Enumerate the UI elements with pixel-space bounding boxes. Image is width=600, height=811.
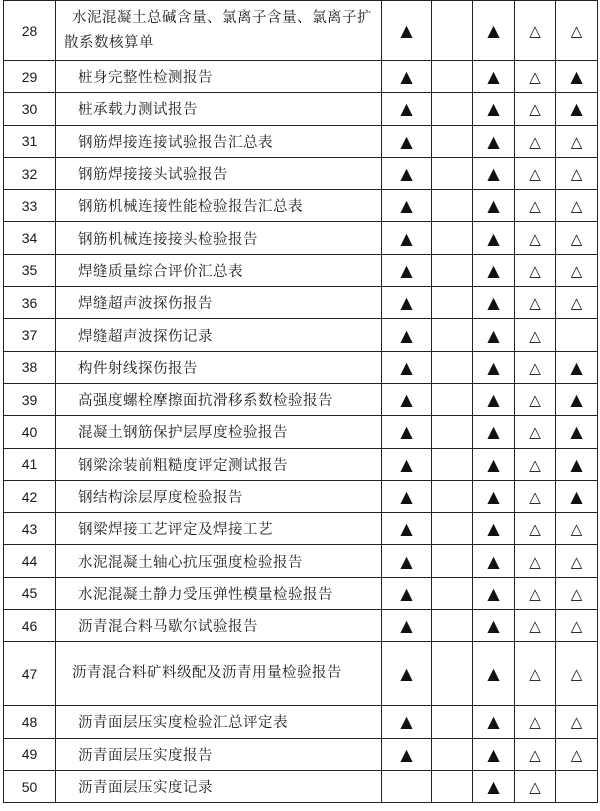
mark-cell-col2 [432, 319, 473, 351]
filled-triangle-icon: ▲ [400, 325, 413, 345]
document-name [56, 157, 382, 189]
open-triangle-icon: △ [570, 665, 583, 684]
mark-cell-col3 [473, 319, 515, 351]
table-row [4, 287, 598, 319]
document-name [56, 577, 382, 609]
table-row [4, 706, 598, 738]
filled-triangle-icon: ▲ [487, 422, 500, 442]
mark-cell-col3 [473, 222, 515, 254]
open-triangle-icon: △ [570, 713, 583, 732]
document-name [56, 351, 382, 383]
open-triangle-icon: △ [570, 552, 583, 571]
table-row [4, 513, 598, 545]
mark-cell-col4 [515, 706, 556, 738]
mark-cell-col5 [556, 706, 598, 738]
document-name [56, 706, 382, 738]
document-name-text: 焊缝质量综合评价汇总表 [78, 263, 243, 280]
mark-cell-col3 [473, 706, 515, 738]
filled-triangle-icon: ▲ [400, 551, 413, 571]
mark-cell-col3 [473, 642, 515, 706]
table-row [4, 416, 598, 448]
mark-cell-col5 [556, 642, 598, 706]
document-name-text: 桩承载力测试报告 [78, 102, 198, 119]
filled-triangle-icon: ▲ [570, 390, 583, 410]
mark-cell-col4 [515, 642, 556, 706]
filled-triangle-icon: ▲ [400, 357, 413, 377]
document-name [56, 125, 382, 157]
mark-cell-col5 [556, 287, 598, 319]
open-triangle-icon: △ [529, 100, 541, 119]
mark-cell-col4 [515, 513, 556, 545]
document-name-text: 沥青面层压实度记录 [78, 780, 213, 797]
mark-cell-col1 [382, 351, 432, 383]
mark-cell-col2 [432, 61, 473, 93]
document-name [56, 545, 382, 577]
filled-triangle-icon: ▲ [487, 325, 500, 345]
document-name [56, 190, 382, 222]
mark-cell-col3 [473, 770, 515, 802]
table-row [4, 1, 598, 61]
open-triangle-icon: △ [570, 617, 583, 636]
mark-cell-col4 [515, 1, 556, 61]
mark-cell-col1 [382, 577, 432, 609]
filled-triangle-icon: ▲ [400, 131, 413, 151]
document-name [56, 610, 382, 642]
mark-cell-col3 [473, 513, 515, 545]
filled-triangle-icon: ▲ [400, 21, 413, 40]
mark-cell-col4 [515, 254, 556, 286]
open-triangle-icon: △ [529, 197, 541, 216]
mark-cell-col1 [382, 642, 432, 706]
filled-triangle-icon: ▲ [487, 196, 500, 216]
open-triangle-icon: △ [570, 520, 583, 539]
mark-cell-col4 [515, 416, 556, 448]
table-row [4, 480, 598, 512]
mark-cell-col2 [432, 448, 473, 480]
row-number: 46 [4, 610, 56, 642]
document-name [56, 287, 382, 319]
mark-cell-col5 [556, 577, 598, 609]
open-triangle-icon: △ [529, 713, 541, 732]
mark-cell-col3 [473, 93, 515, 125]
filled-triangle-icon: ▲ [400, 583, 413, 603]
filled-triangle-icon: ▲ [487, 519, 500, 539]
mark-cell-col5 [556, 93, 598, 125]
table-row [4, 61, 598, 93]
mark-cell-col5 [556, 190, 598, 222]
table-row [4, 125, 598, 157]
open-triangle-icon: △ [529, 745, 541, 764]
table-row [4, 254, 598, 286]
mark-cell-col2 [432, 738, 473, 770]
filled-triangle-icon: ▲ [570, 67, 583, 87]
filled-triangle-icon: ▲ [487, 390, 500, 410]
mark-cell-col5 [556, 480, 598, 512]
mark-cell-col4 [515, 448, 556, 480]
mark-cell-col5 [556, 545, 598, 577]
mark-cell-col1 [382, 222, 432, 254]
filled-triangle-icon: ▲ [487, 228, 500, 248]
mark-cell-col4 [515, 222, 556, 254]
mark-cell-col5 [556, 157, 598, 189]
document-name-text: 焊缝超声波探伤记录 [78, 328, 213, 345]
filled-triangle-icon: ▲ [487, 293, 500, 313]
mark-cell-col3 [473, 125, 515, 157]
filled-triangle-icon: ▲ [400, 744, 413, 764]
open-triangle-icon: △ [529, 488, 541, 506]
mark-cell-col1 [382, 125, 432, 157]
mark-cell-col5 [556, 222, 598, 254]
table-row [4, 642, 598, 706]
mark-cell-col2 [432, 513, 473, 545]
mark-cell-col4 [515, 93, 556, 125]
filled-triangle-icon: ▲ [400, 293, 413, 313]
table-row [4, 545, 598, 577]
filled-triangle-icon: ▲ [400, 519, 413, 539]
mark-cell-col3 [473, 61, 515, 93]
mark-cell-col4 [515, 383, 556, 415]
row-number: 35 [4, 254, 56, 286]
filled-triangle-icon: ▲ [487, 712, 500, 732]
row-number: 30 [4, 93, 56, 125]
mark-cell-col5 [556, 513, 598, 545]
mark-cell-col4 [515, 738, 556, 770]
filled-triangle-icon: ▲ [487, 99, 500, 119]
mark-cell-col2 [432, 287, 473, 319]
mark-cell-col2 [432, 157, 473, 189]
open-triangle-icon: △ [529, 358, 541, 377]
open-triangle-icon: △ [570, 229, 583, 248]
open-triangle-icon: △ [570, 132, 583, 151]
document-name [56, 1, 382, 61]
mark-cell-col2 [432, 222, 473, 254]
row-number: 42 [4, 480, 56, 512]
row-number: 32 [4, 157, 56, 189]
filled-triangle-icon: ▲ [400, 664, 413, 684]
mark-cell-col1 [382, 190, 432, 222]
filled-triangle-icon: ▲ [400, 454, 413, 474]
row-number: 28 [4, 1, 56, 61]
row-number: 40 [4, 416, 56, 448]
row-number: 44 [4, 545, 56, 577]
mark-cell-col2 [432, 642, 473, 706]
open-triangle-icon: △ [529, 455, 541, 474]
mark-cell-col5 [556, 319, 598, 351]
mark-cell-col1 [382, 770, 432, 802]
document-name [56, 738, 382, 770]
document-name-text: 钢梁焊接工艺评定及焊接工艺 [78, 522, 273, 539]
open-triangle-icon: △ [570, 584, 583, 603]
mark-cell-col1 [382, 157, 432, 189]
table-row [4, 157, 598, 189]
document-name [56, 642, 382, 706]
mark-cell-col4 [515, 319, 556, 351]
open-triangle-icon: △ [570, 745, 583, 764]
filled-triangle-icon: ▲ [487, 21, 500, 40]
row-number: 37 [4, 319, 56, 351]
mark-cell-col5 [556, 1, 598, 61]
filled-triangle-icon: ▲ [400, 487, 413, 506]
filled-triangle-icon: ▲ [487, 583, 500, 603]
mark-cell-col1 [382, 254, 432, 286]
mark-cell-col3 [473, 254, 515, 286]
open-triangle-icon: △ [529, 22, 541, 40]
mark-cell-col3 [473, 480, 515, 512]
mark-cell-col3 [473, 448, 515, 480]
mark-cell-col3 [473, 1, 515, 61]
row-number: 50 [4, 770, 56, 802]
open-triangle-icon: △ [529, 229, 541, 248]
open-triangle-icon: △ [570, 22, 583, 40]
document-name-text: 构件射线探伤报告 [78, 360, 198, 377]
mark-cell-col5 [556, 383, 598, 415]
document-name [56, 222, 382, 254]
table-row [4, 319, 598, 351]
mark-cell-col1 [382, 416, 432, 448]
table-row [4, 770, 598, 802]
mark-cell-col2 [432, 254, 473, 286]
mark-cell-col5 [556, 610, 598, 642]
document-name-text: 钢筋机械连接接头检验报告 [78, 231, 258, 248]
filled-triangle-icon: ▲ [400, 196, 413, 216]
filled-triangle-icon: ▲ [487, 357, 500, 377]
open-triangle-icon: △ [529, 391, 541, 410]
open-triangle-icon: △ [529, 423, 541, 442]
document-name-text: 钢结构涂层厚度检验报告 [78, 490, 243, 506]
mark-cell-col2 [432, 770, 473, 802]
mark-cell-col3 [473, 383, 515, 415]
filled-triangle-icon: ▲ [487, 551, 500, 571]
open-triangle-icon: △ [529, 326, 541, 345]
filled-triangle-icon: ▲ [400, 228, 413, 248]
row-number: 36 [4, 287, 56, 319]
open-triangle-icon: △ [529, 261, 541, 280]
mark-cell-col5 [556, 416, 598, 448]
row-number: 31 [4, 125, 56, 157]
mark-cell-col1 [382, 61, 432, 93]
open-triangle-icon: △ [529, 617, 541, 636]
open-triangle-icon: △ [529, 584, 541, 603]
row-number: 33 [4, 190, 56, 222]
filled-triangle-icon: ▲ [400, 712, 413, 732]
table-body [4, 1, 598, 803]
document-name [56, 254, 382, 286]
document-name-text: 钢筋焊接接头试验报告 [78, 167, 228, 184]
mark-cell-col3 [473, 287, 515, 319]
filled-triangle-icon: ▲ [400, 422, 413, 442]
document-name-text: 水泥混凝土静力受压弹性模量检验报告 [78, 586, 333, 603]
row-number: 34 [4, 222, 56, 254]
filled-triangle-icon: ▲ [487, 67, 500, 87]
filled-triangle-icon: ▲ [400, 390, 413, 410]
mark-cell-col2 [432, 93, 473, 125]
mark-cell-col5 [556, 254, 598, 286]
document-name-text: 混凝土钢筋保护层厚度检验报告 [78, 425, 288, 442]
archive-document-table [3, 0, 598, 803]
filled-triangle-icon: ▲ [400, 616, 413, 636]
mark-cell-col2 [432, 545, 473, 577]
mark-cell-col1 [382, 545, 432, 577]
mark-cell-col1 [382, 706, 432, 738]
open-triangle-icon: △ [570, 197, 583, 216]
filled-triangle-icon: ▲ [487, 616, 500, 636]
filled-triangle-icon: ▲ [487, 260, 500, 280]
document-name-text: 焊缝超声波探伤报告 [78, 296, 213, 313]
document-name [56, 61, 382, 93]
mark-cell-col4 [515, 577, 556, 609]
table-row [4, 222, 598, 254]
table-row [4, 383, 598, 415]
mark-cell-col2 [432, 706, 473, 738]
document-name [56, 480, 382, 512]
mark-cell-col5 [556, 738, 598, 770]
mark-cell-col1 [382, 287, 432, 319]
document-name-text: 钢筋焊接连接试验报告汇总表 [78, 134, 273, 151]
row-number: 49 [4, 738, 56, 770]
mark-cell-col5 [556, 351, 598, 383]
mark-cell-col2 [432, 190, 473, 222]
filled-triangle-icon: ▲ [570, 454, 583, 474]
mark-cell-col1 [382, 319, 432, 351]
mark-cell-col4 [515, 287, 556, 319]
mark-cell-col2 [432, 577, 473, 609]
mark-cell-col4 [515, 610, 556, 642]
table-row [4, 577, 598, 609]
document-name [56, 513, 382, 545]
mark-cell-col5 [556, 61, 598, 93]
filled-triangle-icon: ▲ [570, 357, 583, 377]
table-row [4, 738, 598, 770]
document-name-text: 高强度螺栓摩擦面抗滑移系数检验报告 [78, 393, 333, 410]
open-triangle-icon: △ [529, 665, 541, 684]
mark-cell-col4 [515, 125, 556, 157]
document-name-text: 钢梁涂装前粗糙度评定测试报告 [78, 457, 288, 474]
filled-triangle-icon: ▲ [400, 260, 413, 280]
mark-cell-col2 [432, 383, 473, 415]
filled-triangle-icon: ▲ [570, 422, 583, 442]
filled-triangle-icon: ▲ [487, 131, 500, 151]
mark-cell-col2 [432, 610, 473, 642]
mark-cell-col2 [432, 351, 473, 383]
filled-triangle-icon: ▲ [570, 487, 583, 506]
document-name-text: 桩身完整性检测报告 [78, 70, 213, 87]
document-name-text: 沥青面层压实度检验汇总评定表 [78, 715, 288, 732]
mark-cell-col1 [382, 1, 432, 61]
table-row [4, 351, 598, 383]
open-triangle-icon: △ [529, 520, 541, 539]
document-name [56, 383, 382, 415]
filled-triangle-icon: ▲ [400, 67, 413, 87]
row-number: 47 [4, 642, 56, 706]
table-row [4, 93, 598, 125]
document-name-text: 沥青混合料矿料级配及沥青用量检验报告 [72, 665, 342, 682]
table-row [4, 448, 598, 480]
mark-cell-col2 [432, 1, 473, 61]
mark-cell-col3 [473, 416, 515, 448]
mark-cell-col1 [382, 383, 432, 415]
mark-cell-col4 [515, 190, 556, 222]
document-name-text: 钢筋机械连接性能检验报告汇总表 [78, 199, 303, 216]
document-name-text: 水泥混凝土总碱含量、氯离子含量、氯离子扩散系数核算单 [64, 9, 372, 51]
document-name [56, 770, 382, 802]
mark-cell-col1 [382, 610, 432, 642]
mark-cell-col4 [515, 480, 556, 512]
mark-cell-col1 [382, 738, 432, 770]
document-name-text: 沥青混合料马歇尔试验报告 [78, 619, 258, 636]
mark-cell-col4 [515, 61, 556, 93]
filled-triangle-icon: ▲ [487, 744, 500, 764]
mark-cell-col5 [556, 125, 598, 157]
mark-cell-col1 [382, 448, 432, 480]
row-number: 38 [4, 351, 56, 383]
open-triangle-icon: △ [570, 294, 583, 313]
table-row [4, 610, 598, 642]
row-number: 48 [4, 706, 56, 738]
open-triangle-icon: △ [529, 552, 541, 571]
mark-cell-col3 [473, 577, 515, 609]
open-triangle-icon: △ [529, 165, 541, 184]
filled-triangle-icon: ▲ [487, 454, 500, 474]
filled-triangle-icon: ▲ [487, 664, 500, 684]
mark-cell-col3 [473, 190, 515, 222]
mark-cell-col3 [473, 545, 515, 577]
document-name [56, 319, 382, 351]
document-name [56, 93, 382, 125]
mark-cell-col2 [432, 480, 473, 512]
mark-cell-col4 [515, 157, 556, 189]
filled-triangle-icon: ▲ [570, 99, 583, 119]
mark-cell-col3 [473, 157, 515, 189]
mark-cell-col1 [382, 480, 432, 512]
open-triangle-icon: △ [570, 261, 583, 280]
open-triangle-icon: △ [529, 778, 541, 797]
document-name [56, 448, 382, 480]
open-triangle-icon: △ [529, 68, 541, 87]
document-name [56, 416, 382, 448]
mark-cell-col4 [515, 770, 556, 802]
row-number: 45 [4, 577, 56, 609]
mark-cell-col2 [432, 125, 473, 157]
mark-cell-col3 [473, 738, 515, 770]
filled-triangle-icon: ▲ [487, 164, 500, 184]
open-triangle-icon: △ [529, 294, 541, 313]
document-name-text: 沥青面层压实度报告 [78, 747, 213, 764]
filled-triangle-icon: ▲ [400, 164, 413, 184]
mark-cell-col1 [382, 93, 432, 125]
row-number: 29 [4, 61, 56, 93]
open-triangle-icon: △ [529, 132, 541, 151]
mark-cell-col2 [432, 416, 473, 448]
filled-triangle-icon: ▲ [487, 487, 500, 506]
mark-cell-col3 [473, 610, 515, 642]
mark-cell-col5 [556, 770, 598, 802]
row-number: 41 [4, 448, 56, 480]
mark-cell-col3 [473, 351, 515, 383]
mark-cell-col4 [515, 351, 556, 383]
row-number: 43 [4, 513, 56, 545]
mark-cell-col1 [382, 513, 432, 545]
table-row [4, 190, 598, 222]
open-triangle-icon: △ [570, 165, 583, 184]
filled-triangle-icon: ▲ [400, 99, 413, 119]
mark-cell-col4 [515, 545, 556, 577]
mark-cell-col5 [556, 448, 598, 480]
filled-triangle-icon: ▲ [487, 777, 500, 797]
row-number: 39 [4, 383, 56, 415]
document-name-text: 水泥混凝土轴心抗压强度检验报告 [78, 554, 303, 571]
